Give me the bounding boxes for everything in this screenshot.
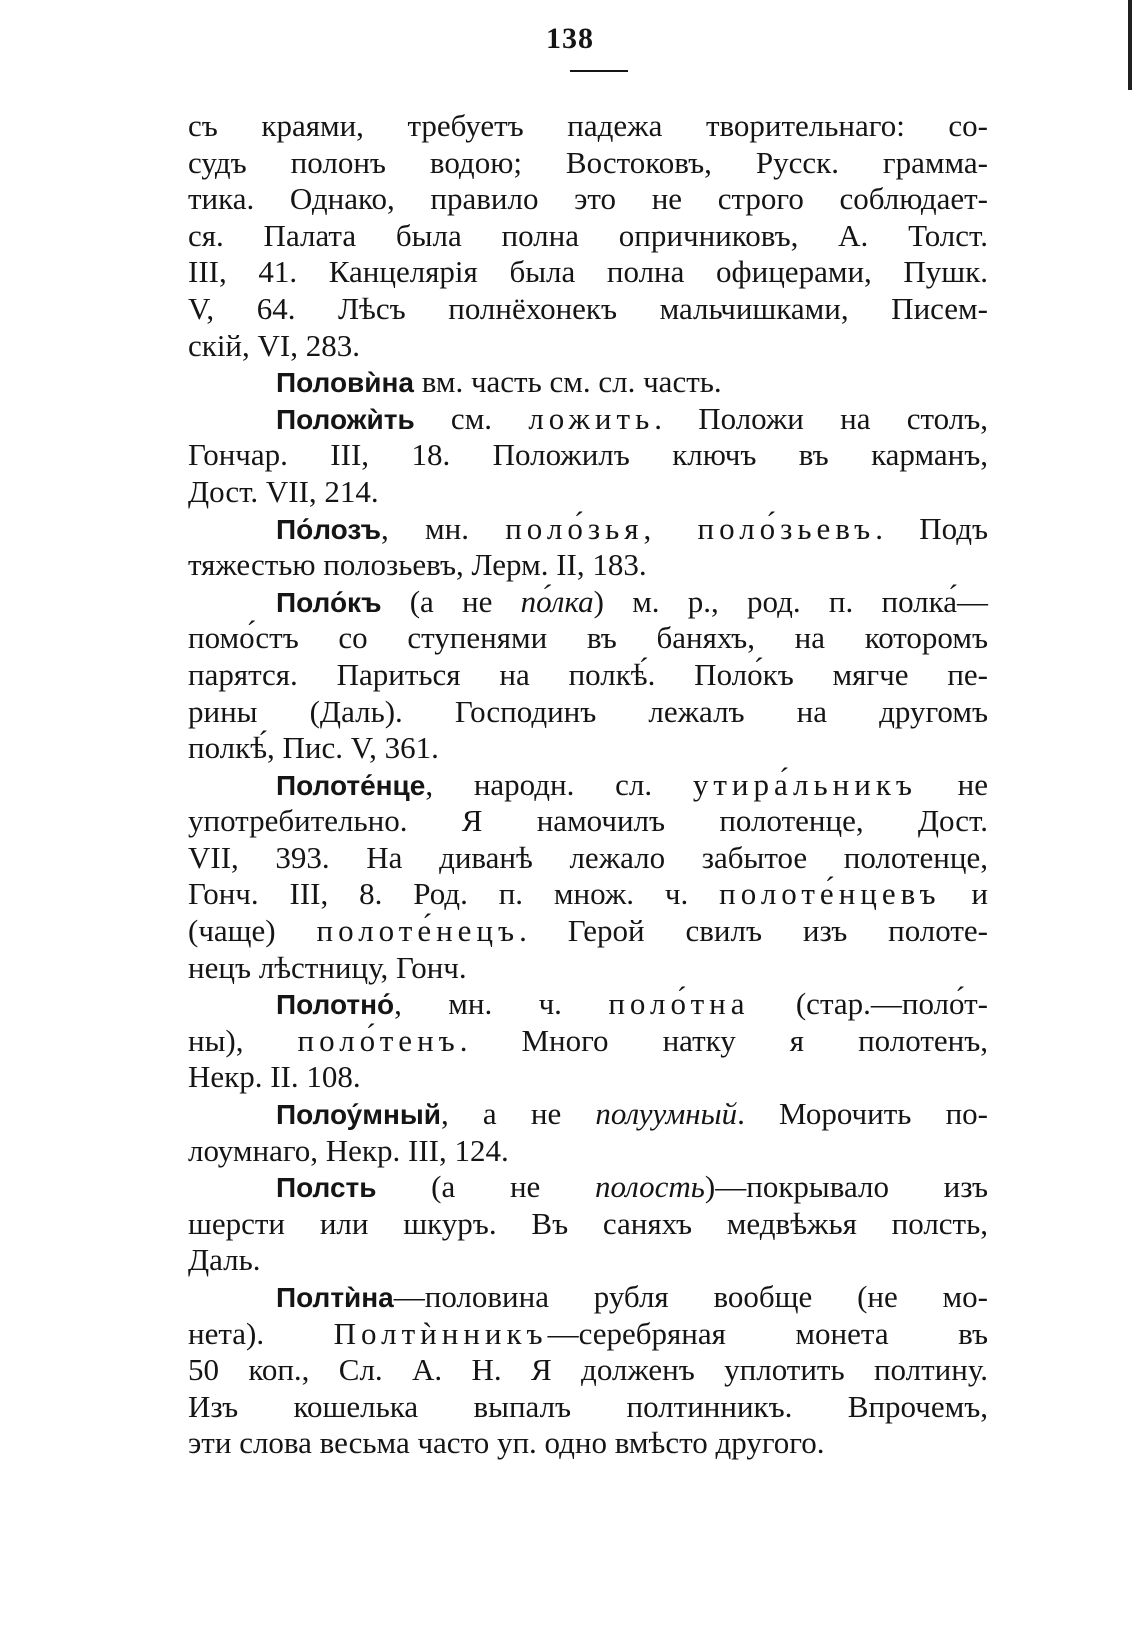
- text-segment: ны),: [188, 1022, 298, 1058]
- text-segment: . Морочить по-: [737, 1096, 988, 1132]
- text-segment: V, 64. Лѣсъ полнёхонекъ мальчишками, Писем-: [188, 290, 988, 326]
- text-segment: (а не: [381, 583, 521, 619]
- text-line: [188, 694, 988, 731]
- text-line: [188, 730, 988, 767]
- text-line: [188, 1279, 988, 1316]
- text-segment: нета).: [188, 1315, 334, 1351]
- text-segment: Дост. VII, 214.: [188, 473, 379, 509]
- text-line: [188, 547, 988, 584]
- page-number: 138: [546, 22, 594, 55]
- text-segment: Гончар. III, 18. Положилъ ключъ въ карманъ,: [188, 437, 988, 473]
- text-segment: см.: [414, 400, 529, 436]
- text-segment: не: [916, 766, 988, 802]
- text-line: [188, 1059, 988, 1096]
- text-line: [188, 437, 988, 474]
- spaced-word: поло́тна: [608, 986, 750, 1022]
- text-segment: (стар.—поло́т-: [749, 986, 988, 1022]
- spaced-word: полоте́нцевъ: [719, 876, 941, 912]
- spaced-word: ложить: [528, 400, 655, 436]
- text-segment: . Подъ: [875, 510, 988, 546]
- text-line: [188, 291, 988, 328]
- text-segment: рины (Даль). Господинъ лежалъ на другомъ: [188, 693, 988, 729]
- text-line: [188, 950, 988, 987]
- text-line: [188, 218, 988, 255]
- text-line: [188, 328, 988, 365]
- text-line: [188, 145, 988, 182]
- text-segment: съ краями, требуетъ падежа творительнаго: со-: [188, 108, 988, 143]
- text-line: [188, 584, 988, 621]
- text-segment: III, 41. Канцелярія была полна офицерами, Пушк.: [188, 254, 988, 290]
- text-segment: употребительно. Я намочилъ полотенце, Дост.: [188, 803, 988, 839]
- text-segment: шерсти или шкуръ. Въ саняхъ медвѣжья полсть,: [188, 1205, 988, 1241]
- spaced-word: поло́зья, поло́зьевъ: [505, 510, 876, 546]
- spaced-word: утира́льникъ: [692, 766, 917, 802]
- text-segment: , мн.: [381, 510, 506, 546]
- text-segment: —половина рубля вообще (не мо-: [393, 1279, 988, 1314]
- text-segment: )—покрывало изъ: [704, 1169, 989, 1205]
- text-line: [188, 1023, 988, 1060]
- text-line: [188, 108, 988, 145]
- text-line: [188, 1133, 988, 1170]
- text-line: [188, 1425, 988, 1462]
- entry-headword: Полотно́: [276, 989, 395, 1021]
- text-line: [188, 913, 988, 950]
- text-segment: VII, 393. На диванѣ лежало забытое полотенце,: [188, 839, 988, 875]
- dictionary-text-column: [188, 108, 988, 1462]
- entry-headword: По́лозъ: [276, 513, 382, 545]
- text-segment: тяжестью полозьевъ, Лерм. II, 183.: [188, 547, 647, 583]
- text-segment: нецъ лѣстницу, Гонч.: [188, 949, 467, 985]
- entry-headword: Половѝна: [276, 367, 414, 399]
- text-segment: (чаще): [188, 913, 317, 949]
- entry-headword: Положѝть: [276, 403, 415, 435]
- text-segment: лоумнаго, Некр. III, 124.: [188, 1132, 509, 1168]
- text-line: [188, 767, 988, 804]
- entry-headword: Полоте́нце: [276, 769, 426, 801]
- text-line: [188, 657, 988, 694]
- text-line: [188, 1096, 988, 1133]
- entry-headword: Полоу́мный: [276, 1099, 442, 1131]
- text-segment: Даль.: [188, 1242, 261, 1278]
- text-segment: Изъ кошелька выпалъ полтинникъ. Впрочемъ,: [188, 1388, 988, 1424]
- italic-word: полость: [595, 1169, 705, 1205]
- text-line: [188, 1242, 988, 1279]
- text-line: [188, 181, 988, 218]
- text-line: [188, 803, 988, 840]
- italic-word: по́лка: [520, 583, 594, 619]
- text-segment: , а не: [441, 1096, 596, 1132]
- text-segment: помо́стъ со ступенями въ баняхъ, на которомъ: [188, 620, 988, 656]
- text-line: [188, 620, 988, 657]
- text-segment: . Положи на столъ,: [654, 400, 988, 436]
- text-segment: скій, VI, 283.: [188, 327, 360, 363]
- text-line: [188, 511, 988, 548]
- text-line: [188, 986, 988, 1023]
- text-segment: тика. Однако, правило это не строго соблюдает-: [188, 181, 988, 217]
- text-segment: ) м. р., род. п. полка́—: [593, 583, 988, 619]
- text-segment: —серебряная монета въ: [547, 1315, 988, 1351]
- text-line: [188, 474, 988, 511]
- spaced-word: Полтѝнникъ: [333, 1315, 548, 1351]
- text-line: [188, 254, 988, 291]
- text-segment: . Герой свилъ изъ полоте-: [519, 913, 988, 949]
- text-line: [188, 364, 988, 401]
- italic-word: полуумный: [595, 1096, 738, 1132]
- text-segment: парятся. Париться на полкѣ́. Поло́къ мягче пе-: [188, 656, 988, 692]
- text-segment: Гонч. III, 8. Род. п. множ. ч.: [188, 876, 720, 912]
- text-segment: (а не: [376, 1169, 596, 1205]
- text-line: [188, 1316, 988, 1353]
- text-line: [188, 1352, 988, 1389]
- text-line: [188, 1206, 988, 1243]
- text-segment: 50 коп., Сл. А. Н. Я долженъ уплотить полтину.: [188, 1352, 988, 1388]
- text-line: [188, 1169, 988, 1206]
- spaced-word: поло́тенъ: [297, 1022, 460, 1058]
- text-segment: ся. Палата была полна опричниковъ, А. Толст.: [188, 217, 988, 253]
- spaced-word: полоте́нецъ: [316, 913, 520, 949]
- text-segment: . Много натку я полотенъ,: [459, 1022, 988, 1058]
- text-segment: Некр. II. 108.: [188, 1059, 361, 1095]
- entry-headword: Полтѝна: [276, 1282, 394, 1313]
- text-segment: и: [940, 876, 988, 912]
- text-segment: эти слова весьма часто уп. одно вмѣсто другого.: [188, 1425, 825, 1461]
- text-line: [188, 401, 988, 438]
- text-line: [188, 876, 988, 913]
- text-line: [188, 840, 988, 877]
- text-segment: полкѣ́, Пис. V, 361.: [188, 730, 439, 766]
- text-line: [188, 1389, 988, 1426]
- entry-headword: Поло́къ: [276, 586, 382, 618]
- text-segment: , мн. ч.: [394, 986, 609, 1022]
- entry-headword: Полсть: [276, 1172, 377, 1204]
- text-segment: судъ полонъ водою; Востоковъ, Русск. грамма-: [188, 144, 988, 180]
- text-segment: вм. часть см. сл. часть.: [413, 364, 722, 400]
- text-segment: , народн. сл.: [425, 766, 693, 802]
- page-number-underline: [570, 70, 628, 72]
